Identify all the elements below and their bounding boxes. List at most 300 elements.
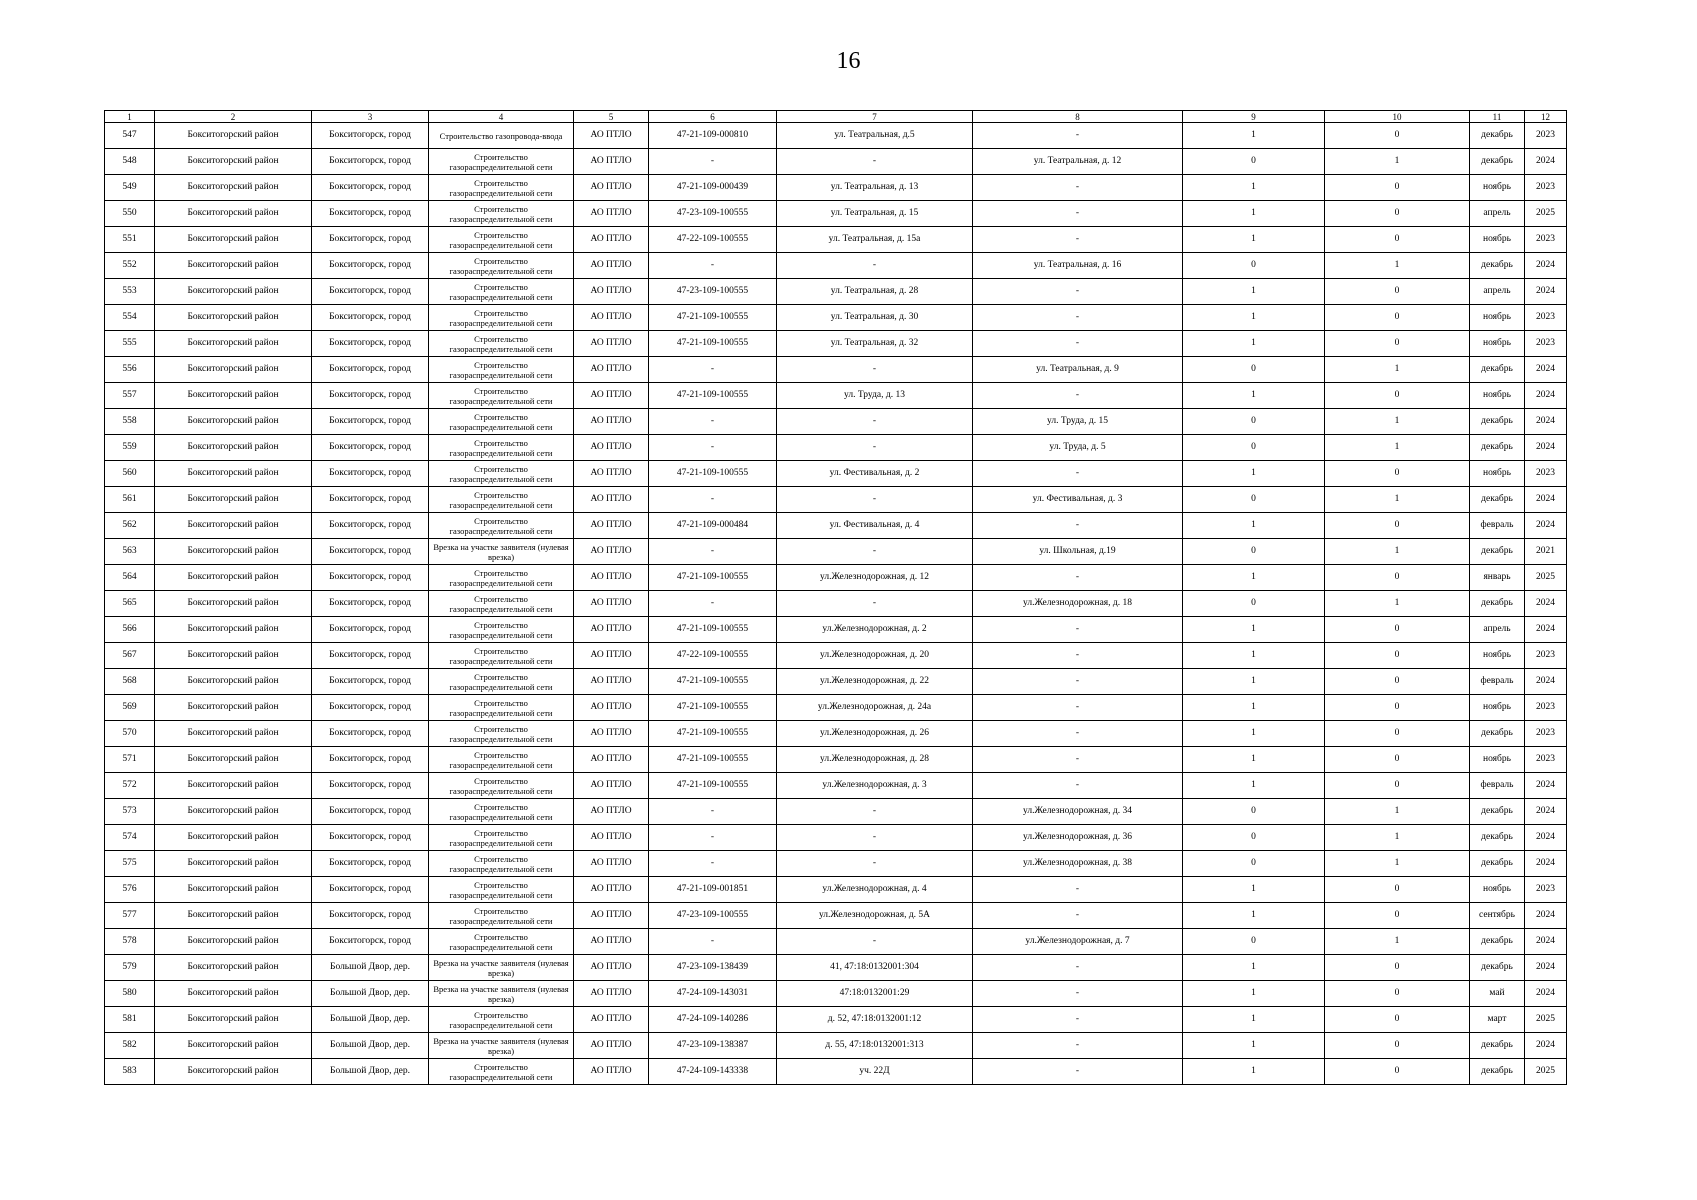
col-9-value-cell: 0 (1183, 929, 1325, 955)
table-row (105, 825, 1567, 851)
col-10-value-cell: 1 (1325, 591, 1470, 617)
district-cell: Бокситогорский район (155, 955, 312, 981)
address-cell: - (777, 253, 973, 279)
col-10-value-cell: 0 (1325, 383, 1470, 409)
row-number-cell: 575 (105, 851, 155, 877)
header-cell: 1 (105, 111, 155, 123)
settlement-cell: Бокситогорск, город (312, 331, 429, 357)
row-number-cell: 556 (105, 357, 155, 383)
organization-cell: АО ПТЛО (574, 747, 649, 773)
tech-conditions-number-cell: 47-21-109-100555 (649, 617, 777, 643)
district-cell: Бокситогорский район (155, 747, 312, 773)
district-cell: Бокситогорский район (155, 149, 312, 175)
col-10-value-cell: 0 (1325, 201, 1470, 227)
settlement-cell: Бокситогорск, город (312, 175, 429, 201)
row-number-cell: 557 (105, 383, 155, 409)
district-cell: Бокситогорский район (155, 513, 312, 539)
col-9-value-cell: 0 (1183, 487, 1325, 513)
work-type-cell: Строительство газораспределительной сети (429, 279, 574, 305)
month-cell: декабрь (1470, 929, 1525, 955)
planned-address-cell: - (973, 279, 1183, 305)
month-cell: декабрь (1470, 487, 1525, 513)
year-cell: 2024 (1525, 591, 1567, 617)
organization-cell: АО ПТЛО (574, 877, 649, 903)
settlement-cell: Бокситогорск, город (312, 591, 429, 617)
settlement-cell: Бокситогорск, город (312, 825, 429, 851)
tech-conditions-number-cell: 47-23-109-138439 (649, 955, 777, 981)
tech-conditions-number-cell: 47-21-109-100555 (649, 695, 777, 721)
work-type-cell: Строительство газораспределительной сети (429, 149, 574, 175)
work-type-cell: Строительство газораспределительной сети (429, 877, 574, 903)
table-row (105, 357, 1567, 383)
month-cell: ноябрь (1470, 461, 1525, 487)
organization-cell: АО ПТЛО (574, 981, 649, 1007)
table-row (105, 201, 1567, 227)
col-9-value-cell: 1 (1183, 123, 1325, 149)
col-10-value-cell: 0 (1325, 643, 1470, 669)
settlement-cell: Бокситогорск, город (312, 643, 429, 669)
row-number-cell: 576 (105, 877, 155, 903)
tech-conditions-number-cell: 47-21-109-000484 (649, 513, 777, 539)
month-cell: февраль (1470, 669, 1525, 695)
table-row (105, 721, 1567, 747)
year-cell: 2023 (1525, 461, 1567, 487)
district-cell: Бокситогорский район (155, 903, 312, 929)
month-cell: ноябрь (1470, 175, 1525, 201)
year-cell: 2024 (1525, 773, 1567, 799)
settlement-cell: Бокситогорск, город (312, 123, 429, 149)
settlement-cell: Бокситогорск, город (312, 149, 429, 175)
planned-address-cell: ул. Театральная, д. 9 (973, 357, 1183, 383)
year-cell: 2023 (1525, 123, 1567, 149)
settlement-cell: Бокситогорск, город (312, 929, 429, 955)
col-10-value-cell: 1 (1325, 253, 1470, 279)
row-number-cell: 577 (105, 903, 155, 929)
settlement-cell: Бокситогорск, город (312, 565, 429, 591)
planned-address-cell: - (973, 773, 1183, 799)
tech-conditions-number-cell: 47-21-109-000810 (649, 123, 777, 149)
settlement-cell: Бокситогорск, город (312, 877, 429, 903)
year-cell: 2024 (1525, 981, 1567, 1007)
row-number-cell: 572 (105, 773, 155, 799)
header-cell: 8 (973, 111, 1183, 123)
settlement-cell: Бокситогорск, город (312, 461, 429, 487)
tech-conditions-number-cell: 47-24-109-143031 (649, 981, 777, 1007)
address-cell: ул. Театральная, д. 28 (777, 279, 973, 305)
tech-conditions-number-cell: - (649, 825, 777, 851)
col-10-value-cell: 0 (1325, 123, 1470, 149)
planned-address-cell: ул.Железнодорожная, д. 7 (973, 929, 1183, 955)
district-cell: Бокситогорский район (155, 253, 312, 279)
address-cell: ул.Железнодорожная, д. 24а (777, 695, 973, 721)
organization-cell: АО ПТЛО (574, 409, 649, 435)
tech-conditions-number-cell: 47-22-109-100555 (649, 643, 777, 669)
year-cell: 2025 (1525, 1059, 1567, 1085)
tech-conditions-number-cell: 47-23-109-138387 (649, 1033, 777, 1059)
month-cell: февраль (1470, 513, 1525, 539)
planned-address-cell: - (973, 513, 1183, 539)
row-number-cell: 570 (105, 721, 155, 747)
address-cell: - (777, 851, 973, 877)
work-type-cell: Строительство газораспределительной сети (429, 825, 574, 851)
address-cell: уч. 22Д (777, 1059, 973, 1085)
year-cell: 2024 (1525, 435, 1567, 461)
settlement-cell: Большой Двор, дер. (312, 1059, 429, 1085)
address-cell: д. 52, 47:18:0132001:12 (777, 1007, 973, 1033)
district-cell: Бокситогорский район (155, 851, 312, 877)
settlement-cell: Бокситогорск, город (312, 747, 429, 773)
col-10-value-cell: 1 (1325, 357, 1470, 383)
col-10-value-cell: 0 (1325, 175, 1470, 201)
settlement-cell: Большой Двор, дер. (312, 1007, 429, 1033)
district-cell: Бокситогорский район (155, 1007, 312, 1033)
district-cell: Бокситогорский район (155, 773, 312, 799)
row-number-cell: 567 (105, 643, 155, 669)
work-type-cell: Строительство газораспределительной сети (429, 253, 574, 279)
year-cell: 2024 (1525, 903, 1567, 929)
year-cell: 2024 (1525, 799, 1567, 825)
tech-conditions-number-cell: 47-21-109-100555 (649, 305, 777, 331)
address-cell: - (777, 357, 973, 383)
table-row (105, 331, 1567, 357)
month-cell: декабрь (1470, 851, 1525, 877)
district-cell: Бокситогорский район (155, 617, 312, 643)
organization-cell: АО ПТЛО (574, 383, 649, 409)
col-9-value-cell: 0 (1183, 357, 1325, 383)
work-type-cell: Строительство газораспределительной сети (429, 1059, 574, 1085)
month-cell: декабрь (1470, 721, 1525, 747)
settlement-cell: Бокситогорск, город (312, 487, 429, 513)
organization-cell: АО ПТЛО (574, 305, 649, 331)
month-cell: ноябрь (1470, 305, 1525, 331)
tech-conditions-number-cell: - (649, 591, 777, 617)
year-cell: 2025 (1525, 1007, 1567, 1033)
col-10-value-cell: 0 (1325, 617, 1470, 643)
col-9-value-cell: 1 (1183, 305, 1325, 331)
col-9-value-cell: 1 (1183, 227, 1325, 253)
col-10-value-cell: 1 (1325, 539, 1470, 565)
tech-conditions-number-cell: 47-21-109-100555 (649, 565, 777, 591)
month-cell: ноябрь (1470, 331, 1525, 357)
settlement-cell: Бокситогорск, город (312, 721, 429, 747)
year-cell: 2023 (1525, 175, 1567, 201)
col-9-value-cell: 1 (1183, 565, 1325, 591)
col-9-value-cell: 1 (1183, 1059, 1325, 1085)
settlement-cell: Большой Двор, дер. (312, 981, 429, 1007)
col-10-value-cell: 0 (1325, 279, 1470, 305)
address-cell: ул.Железнодорожная, д. 5А (777, 903, 973, 929)
planned-address-cell: - (973, 227, 1183, 253)
settlement-cell: Бокситогорск, город (312, 227, 429, 253)
month-cell: май (1470, 981, 1525, 1007)
tech-conditions-number-cell: - (649, 929, 777, 955)
work-type-cell: Строительство газораспределительной сети (429, 175, 574, 201)
address-cell: - (777, 539, 973, 565)
row-number-cell: 562 (105, 513, 155, 539)
work-type-cell: Строительство газораспределительной сети (429, 903, 574, 929)
district-cell: Бокситогорский район (155, 981, 312, 1007)
organization-cell: АО ПТЛО (574, 487, 649, 513)
tech-conditions-number-cell: 47-21-109-100555 (649, 773, 777, 799)
header-cell: 2 (155, 111, 312, 123)
table-row (105, 279, 1567, 305)
work-type-cell: Строительство газораспределительной сети (429, 669, 574, 695)
planned-address-cell: - (973, 903, 1183, 929)
district-cell: Бокситогорский район (155, 721, 312, 747)
table-row (105, 1007, 1567, 1033)
year-cell: 2024 (1525, 851, 1567, 877)
district-cell: Бокситогорский район (155, 565, 312, 591)
col-9-value-cell: 1 (1183, 955, 1325, 981)
header-cell: 5 (574, 111, 649, 123)
header-cell: 4 (429, 111, 574, 123)
tech-conditions-number-cell: 47-21-109-100555 (649, 669, 777, 695)
table-row (105, 565, 1567, 591)
work-type-cell: Строительство газораспределительной сети (429, 487, 574, 513)
table-row (105, 409, 1567, 435)
district-cell: Бокситогорский район (155, 409, 312, 435)
tech-conditions-number-cell: 47-23-109-100555 (649, 201, 777, 227)
year-cell: 2023 (1525, 331, 1567, 357)
month-cell: декабрь (1470, 1059, 1525, 1085)
address-cell: ул.Железнодорожная, д. 20 (777, 643, 973, 669)
district-cell: Бокситогорский район (155, 1059, 312, 1085)
col-10-value-cell: 0 (1325, 903, 1470, 929)
organization-cell: АО ПТЛО (574, 669, 649, 695)
planned-address-cell: - (973, 331, 1183, 357)
month-cell: декабрь (1470, 253, 1525, 279)
col-9-value-cell: 0 (1183, 409, 1325, 435)
year-cell: 2024 (1525, 409, 1567, 435)
planned-address-cell: - (973, 175, 1183, 201)
col-9-value-cell: 1 (1183, 903, 1325, 929)
tech-conditions-number-cell: 47-23-109-100555 (649, 279, 777, 305)
work-type-cell: Строительство газораспределительной сети (429, 799, 574, 825)
organization-cell: АО ПТЛО (574, 279, 649, 305)
address-cell: ул. Театральная, д. 32 (777, 331, 973, 357)
col-9-value-cell: 1 (1183, 513, 1325, 539)
district-cell: Бокситогорский район (155, 877, 312, 903)
col-10-value-cell: 0 (1325, 669, 1470, 695)
address-cell: - (777, 929, 973, 955)
work-type-cell: Строительство газораспределительной сети (429, 331, 574, 357)
district-cell: Бокситогорский район (155, 1033, 312, 1059)
table-row (105, 539, 1567, 565)
month-cell: декабрь (1470, 799, 1525, 825)
col-10-value-cell: 0 (1325, 513, 1470, 539)
planned-address-cell: ул. Театральная, д. 16 (973, 253, 1183, 279)
work-type-cell: Строительство газораспределительной сети (429, 357, 574, 383)
col-10-value-cell: 1 (1325, 409, 1470, 435)
address-cell: ул. Театральная, д. 15а (777, 227, 973, 253)
col-9-value-cell: 0 (1183, 149, 1325, 175)
row-number-cell: 564 (105, 565, 155, 591)
settlement-cell: Бокситогорск, город (312, 617, 429, 643)
district-cell: Бокситогорский район (155, 305, 312, 331)
year-cell: 2024 (1525, 279, 1567, 305)
year-cell: 2023 (1525, 721, 1567, 747)
table-row (105, 487, 1567, 513)
organization-cell: АО ПТЛО (574, 435, 649, 461)
year-cell: 2023 (1525, 747, 1567, 773)
organization-cell: АО ПТЛО (574, 643, 649, 669)
col-9-value-cell: 1 (1183, 331, 1325, 357)
col-10-value-cell: 0 (1325, 461, 1470, 487)
work-type-cell: Строительство газораспределительной сети (429, 565, 574, 591)
work-type-cell: Строительство газораспределительной сети (429, 747, 574, 773)
address-cell: ул.Железнодорожная, д. 2 (777, 617, 973, 643)
tech-conditions-number-cell: - (649, 409, 777, 435)
year-cell: 2024 (1525, 617, 1567, 643)
row-number-cell: 571 (105, 747, 155, 773)
organization-cell: АО ПТЛО (574, 357, 649, 383)
planned-address-cell: - (973, 383, 1183, 409)
district-cell: Бокситогорский район (155, 175, 312, 201)
settlement-cell: Бокситогорск, город (312, 903, 429, 929)
address-cell: ул. Фестивальная, д. 4 (777, 513, 973, 539)
district-cell: Бокситогорский район (155, 123, 312, 149)
row-number-cell: 563 (105, 539, 155, 565)
work-type-cell: Строительство газораспределительной сети (429, 435, 574, 461)
address-cell: ул.Железнодорожная, д. 26 (777, 721, 973, 747)
row-number-cell: 561 (105, 487, 155, 513)
organization-cell: АО ПТЛО (574, 591, 649, 617)
settlement-cell: Бокситогорск, город (312, 539, 429, 565)
planned-address-cell: ул.Железнодорожная, д. 18 (973, 591, 1183, 617)
table-row (105, 643, 1567, 669)
planned-address-cell: - (973, 695, 1183, 721)
header-cell: 6 (649, 111, 777, 123)
year-cell: 2024 (1525, 383, 1567, 409)
work-type-cell: Строительство газораспределительной сети (429, 591, 574, 617)
tech-conditions-number-cell: 47-24-109-140286 (649, 1007, 777, 1033)
work-type-cell: Строительство газораспределительной сети (429, 851, 574, 877)
table-row (105, 383, 1567, 409)
month-cell: апрель (1470, 279, 1525, 305)
settlement-cell: Бокситогорск, город (312, 695, 429, 721)
col-10-value-cell: 0 (1325, 773, 1470, 799)
work-type-cell: Врезка на участке заявителя (нулевая врезка) (429, 955, 574, 981)
address-cell: - (777, 409, 973, 435)
address-cell: ул.Железнодорожная, д. 22 (777, 669, 973, 695)
tech-conditions-number-cell: - (649, 487, 777, 513)
col-9-value-cell: 1 (1183, 1007, 1325, 1033)
header-cell: 11 (1470, 111, 1525, 123)
row-number-cell: 566 (105, 617, 155, 643)
work-type-cell: Строительство газораспределительной сети (429, 721, 574, 747)
work-type-cell: Строительство газораспределительной сети (429, 773, 574, 799)
col-10-value-cell: 1 (1325, 435, 1470, 461)
address-cell: - (777, 591, 973, 617)
table-row (105, 773, 1567, 799)
col-10-value-cell: 1 (1325, 851, 1470, 877)
planned-address-cell: - (973, 201, 1183, 227)
address-cell: ул.Железнодорожная, д. 12 (777, 565, 973, 591)
planned-address-cell: - (973, 669, 1183, 695)
month-cell: декабрь (1470, 409, 1525, 435)
planned-address-cell: ул.Железнодорожная, д. 34 (973, 799, 1183, 825)
year-cell: 2024 (1525, 253, 1567, 279)
planned-address-cell: - (973, 643, 1183, 669)
data-table (104, 110, 1567, 1085)
year-cell: 2024 (1525, 1033, 1567, 1059)
district-cell: Бокситогорский район (155, 799, 312, 825)
work-type-cell: Строительство газораспределительной сети (429, 383, 574, 409)
year-cell: 2024 (1525, 929, 1567, 955)
table-row (105, 1059, 1567, 1085)
col-9-value-cell: 1 (1183, 981, 1325, 1007)
month-cell: февраль (1470, 773, 1525, 799)
organization-cell: АО ПТЛО (574, 721, 649, 747)
district-cell: Бокситогорский район (155, 669, 312, 695)
organization-cell: АО ПТЛО (574, 773, 649, 799)
row-number-cell: 560 (105, 461, 155, 487)
col-10-value-cell: 0 (1325, 721, 1470, 747)
col-10-value-cell: 0 (1325, 1059, 1470, 1085)
work-type-cell: Врезка на участке заявителя (нулевая врезка) (429, 981, 574, 1007)
district-cell: Бокситогорский район (155, 279, 312, 305)
planned-address-cell: ул. Труда, д. 15 (973, 409, 1183, 435)
district-cell: Бокситогорский район (155, 357, 312, 383)
settlement-cell: Бокситогорск, город (312, 669, 429, 695)
year-cell: 2024 (1525, 487, 1567, 513)
table-row (105, 903, 1567, 929)
tech-conditions-number-cell: 47-23-109-100555 (649, 903, 777, 929)
col-9-value-cell: 1 (1183, 747, 1325, 773)
organization-cell: АО ПТЛО (574, 1059, 649, 1085)
year-cell: 2024 (1525, 669, 1567, 695)
organization-cell: АО ПТЛО (574, 331, 649, 357)
col-9-value-cell: 1 (1183, 1033, 1325, 1059)
district-cell: Бокситогорский район (155, 929, 312, 955)
row-number-cell: 549 (105, 175, 155, 201)
table-row (105, 123, 1567, 149)
address-cell: - (777, 487, 973, 513)
year-cell: 2024 (1525, 513, 1567, 539)
year-cell: 2021 (1525, 539, 1567, 565)
address-cell: ул. Театральная, д.5 (777, 123, 973, 149)
month-cell: ноябрь (1470, 643, 1525, 669)
tech-conditions-number-cell: - (649, 253, 777, 279)
planned-address-cell: - (973, 123, 1183, 149)
month-cell: декабрь (1470, 1033, 1525, 1059)
col-10-value-cell: 1 (1325, 929, 1470, 955)
month-cell: апрель (1470, 201, 1525, 227)
col-9-value-cell: 0 (1183, 851, 1325, 877)
settlement-cell: Бокситогорск, город (312, 409, 429, 435)
organization-cell: АО ПТЛО (574, 825, 649, 851)
table-row (105, 435, 1567, 461)
year-cell: 2023 (1525, 305, 1567, 331)
month-cell: сентябрь (1470, 903, 1525, 929)
col-10-value-cell: 1 (1325, 825, 1470, 851)
planned-address-cell: - (973, 981, 1183, 1007)
row-number-cell: 583 (105, 1059, 155, 1085)
col-10-value-cell: 0 (1325, 877, 1470, 903)
organization-cell: АО ПТЛО (574, 461, 649, 487)
tech-conditions-number-cell: - (649, 435, 777, 461)
tech-conditions-number-cell: 47-21-109-100555 (649, 747, 777, 773)
month-cell: декабрь (1470, 123, 1525, 149)
district-cell: Бокситогорский район (155, 643, 312, 669)
work-type-cell: Врезка на участке заявителя (нулевая врезка) (429, 539, 574, 565)
settlement-cell: Большой Двор, дер. (312, 955, 429, 981)
month-cell: декабрь (1470, 149, 1525, 175)
row-number-cell: 553 (105, 279, 155, 305)
table-row (105, 981, 1567, 1007)
planned-address-cell: - (973, 461, 1183, 487)
address-cell: ул. Театральная, д. 30 (777, 305, 973, 331)
